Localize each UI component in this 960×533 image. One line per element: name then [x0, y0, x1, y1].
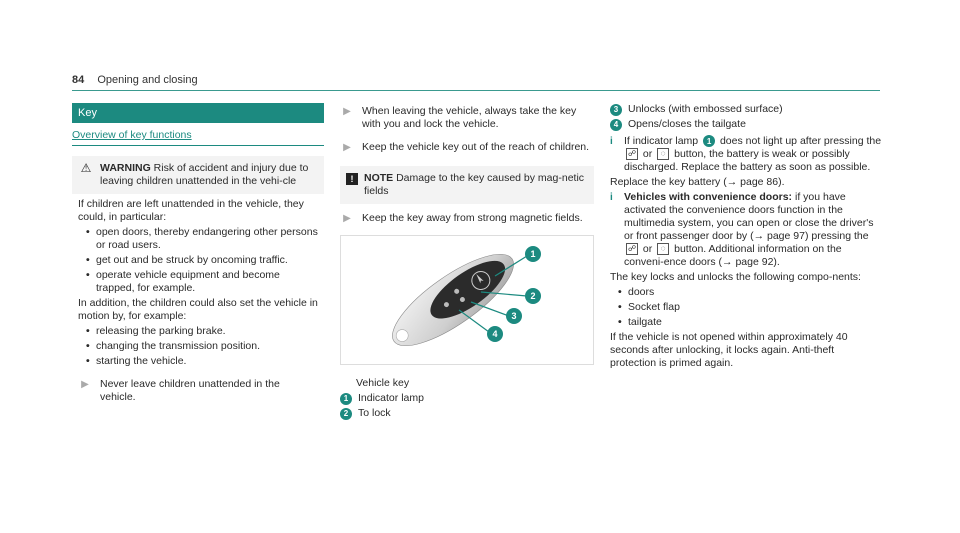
- legend-item-3: [610, 103, 882, 116]
- warning-triangle-icon: ⚠: [80, 161, 92, 175]
- step-arrow-icon: ▶: [81, 379, 89, 390]
- closing-text: If the vehicle is not opened within approximately 40 seconds after unlocking, it locks again. Anti-theft protection is primed again.: [610, 331, 848, 369]
- vehicle-key-illustration: [341, 236, 593, 364]
- info-text: button, the battery is weak or possibly discharged. Replace the battery as soon as possible.: [624, 148, 871, 173]
- legend-text: Indicator lamp: [358, 392, 424, 404]
- step-text: Keep the vehicle key out of the reach of children.: [362, 141, 590, 153]
- header-rule: [72, 90, 880, 91]
- info-note-1: [610, 135, 882, 174]
- info-note-2: [610, 191, 882, 269]
- unlock-button-icon: ◌: [657, 243, 669, 255]
- list-item: • changing the transmission position.: [96, 340, 318, 353]
- callout-badge: 1: [703, 135, 715, 147]
- warning-body: [72, 194, 324, 404]
- list-item: • releasing the parking brake.: [96, 325, 318, 338]
- step-text: When leaving the vehicle, always take the key with you and lock the vehicle.: [362, 105, 577, 130]
- section-title: Key: [72, 103, 324, 123]
- column-1: [72, 103, 324, 404]
- legend-text: Unlocks (with embossed surface): [628, 103, 783, 115]
- page-header: [72, 74, 198, 86]
- legend-item-1: [340, 392, 594, 405]
- notice-text: Damage to the key caused by mag-netic fields: [364, 172, 585, 197]
- column-2: [340, 103, 594, 422]
- info-text: if you have activated the convenience doors function in the multimedia system, you can open or close the driver's or front passenger door by (→ page 97) pressing the: [624, 191, 874, 242]
- lock-button-icon: ☍: [627, 244, 637, 254]
- replace-battery-text: Replace the key battery (→ page 86).: [610, 176, 785, 188]
- info-bold: Vehicles with convenience doors:: [624, 191, 793, 203]
- info-text: or: [642, 148, 653, 160]
- notice-label: NOTE: [364, 172, 394, 184]
- legend-text: To lock: [358, 407, 391, 419]
- list-item: • open doors, thereby endangering other persons or road users.: [96, 226, 318, 252]
- step-arrow-icon: ▶: [343, 213, 351, 224]
- svg-text:2: 2: [530, 291, 536, 301]
- info-text: does not light up after pressing the: [719, 135, 882, 147]
- list-item: • get out and be struck by oncoming traffic.: [96, 254, 318, 267]
- column-3: [610, 103, 882, 370]
- warning-text: Risk of accident and injury due to leaving children unattended in the vehi-cle: [100, 162, 309, 187]
- callout-4: [487, 326, 503, 342]
- info-icon: i: [610, 192, 613, 203]
- callout-2: [525, 288, 541, 304]
- step-arrow-icon: ▶: [343, 106, 351, 117]
- unlock-button-icon: ◌: [657, 148, 669, 160]
- callout-3: [506, 308, 522, 324]
- notice-box: [340, 166, 594, 204]
- callout-badge: 1: [340, 393, 352, 405]
- locks-intro: The key locks and unlocks the following compo-nents:: [610, 271, 861, 283]
- svg-text:3: 3: [511, 311, 517, 321]
- step-text: Never leave children unattended in the vehicle.: [100, 378, 280, 403]
- vehicle-key-figure: [340, 235, 594, 365]
- info-text: button. Additional information on the conveni-ence doors (→ page 92).: [624, 243, 842, 268]
- notice-icon: !: [346, 173, 358, 185]
- list-item: • operate vehicle equipment and become trapped, for example.: [96, 269, 318, 295]
- warning-box: [72, 156, 324, 194]
- legend-item-4: [610, 118, 882, 131]
- list-item: • starting the vehicle.: [96, 355, 318, 368]
- callout-1: [525, 246, 541, 262]
- subsection-title: Overview of key functions: [72, 129, 324, 146]
- list-item: • doors: [628, 286, 882, 299]
- legend-text: Opens/closes the tailgate: [628, 118, 746, 130]
- svg-text:4: 4: [492, 329, 498, 339]
- legend-item-2: [340, 407, 594, 420]
- page-number: 84: [72, 74, 85, 86]
- figure-caption: Vehicle key: [356, 377, 410, 389]
- info-text: If indicator lamp: [624, 135, 699, 147]
- lock-button-icon: ☍: [627, 149, 637, 159]
- step-arrow-icon: ▶: [343, 142, 351, 153]
- warning-intro: If children are left unattended in the vehicle, they could, in particular:: [78, 198, 304, 223]
- list-item: • Socket flap: [628, 301, 882, 314]
- callout-badge: 2: [340, 408, 352, 420]
- callout-badge: 3: [610, 104, 622, 116]
- info-icon: i: [610, 136, 613, 147]
- page-section-title: Opening and closing: [97, 74, 198, 86]
- warning-label: WARNING: [100, 162, 151, 174]
- svg-text:1: 1: [530, 249, 536, 259]
- info-text: or: [642, 243, 653, 255]
- warning-intro-2: In addition, the children could also set the vehicle in motion by, for example:: [78, 297, 318, 322]
- list-item: • tailgate: [628, 316, 882, 329]
- step-text: Keep the key away from strong magnetic fields.: [362, 212, 583, 224]
- callout-badge: 4: [610, 119, 622, 131]
